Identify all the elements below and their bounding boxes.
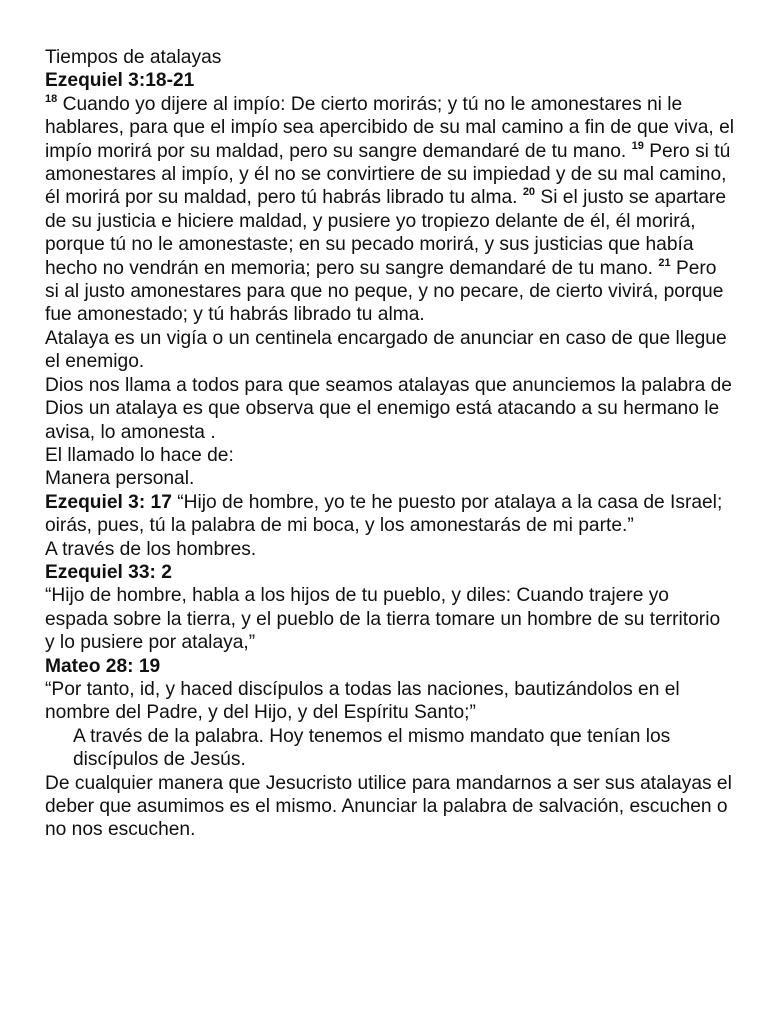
verse-text: Si el justo se apartare de su justicia e hiciere maldad, y pusiere yo tropiezo delante de él, él morirá, porque tú no le amonestaste; en su pecado morirá, y sus justicias que había hecho no vendrán en memoria; pero su sangre demandaré de tu mano.	[45, 187, 726, 279]
passage-text: “Hijo de hombre, yo te he puesto por atalaya a la casa de Israel; oirás, pues, tú la palabra de mi boca, y los amonestarás de mi parte.”	[45, 491, 723, 537]
passage-reference-ezequiel-33-2: Ezequiel 33: 2	[45, 561, 172, 583]
passage-reference-ezequiel-3-18-21: Ezequiel 3:18-21	[45, 70, 195, 92]
verse-text: Cuando yo dijere al impío: De cierto morirás; y tú no le amonestares ni le hablares, para que el impío sea apercibido de su mal camino a fin de que viva, el impío morirá por su maldad, pero su sangre demandaré de tu mano.	[45, 93, 735, 162]
verse-number: 21	[658, 256, 671, 269]
verse-number: 19	[631, 139, 644, 152]
passage-reference: Ezequiel 3: 17	[45, 491, 172, 513]
personal-way-line: Manera personal.	[45, 468, 195, 490]
passage-text-ezequiel-3-18-21	[45, 93, 735, 327]
passage-ezequiel-3-17	[45, 491, 735, 538]
passage-reference-mateo-28-19: Mateo 28: 19	[45, 655, 161, 677]
verse-text: Pero si al justo amonestares para que no peque, y no pecare, de cierto vivirá, porque fue amonestado; y tú habrás librado tu alma.	[45, 257, 724, 326]
calling-paragraph: Dios nos llama a todos para que seamos atalayas que anunciemos la palabra de Dios un atalaya es que observa que el enemigo está atacando a su hermano le avisa, lo amonesta .	[45, 374, 732, 443]
through-men-line: A través de los hombres.	[45, 538, 257, 560]
document-page	[45, 46, 735, 842]
passage-text-mateo-28-19: “Por tanto, id, y haced discípulos a todas las naciones, bautizándolos en el nombre del Padre, y del Hijo, y del Espíritu Santo;”	[45, 678, 680, 724]
document-title: Tiempos de atalayas	[45, 47, 222, 68]
verse-number: 18	[45, 92, 58, 105]
passage-text-ezequiel-33-2: “Hijo de hombre, habla a los hijos de tu pueblo, y diles: Cuando trajere yo espada sobre la tierra, y el pueblo de la tierra tomare un hombre de su territorio y lo pusiere por atalaya,”	[45, 585, 721, 654]
through-word-paragraph: A través de la palabra. Hoy tenemos el mismo mandato que tenían los discípulos de Jesús.	[73, 725, 671, 771]
definition-paragraph: Atalaya es un vigía o un centinela encargado de anunciar en caso de que llegue el enemigo.	[45, 327, 727, 373]
call-made-line: El llamado lo hace de:	[45, 444, 234, 466]
verse-text: Pero si tú amonestares al impío, y él no se convirtiere de su impiedad y de su mal camino, él morirá por su maldad, pero tú habrás librado tu alma.	[45, 140, 731, 209]
verse-number: 20	[522, 186, 536, 199]
conclusion-paragraph: De cualquier manera que Jesucristo utilice para mandarnos a ser sus atalayas el deber que asumimos es el mismo. Anunciar la palabra de salvación, escuchen o no nos escuchen.	[45, 772, 732, 841]
